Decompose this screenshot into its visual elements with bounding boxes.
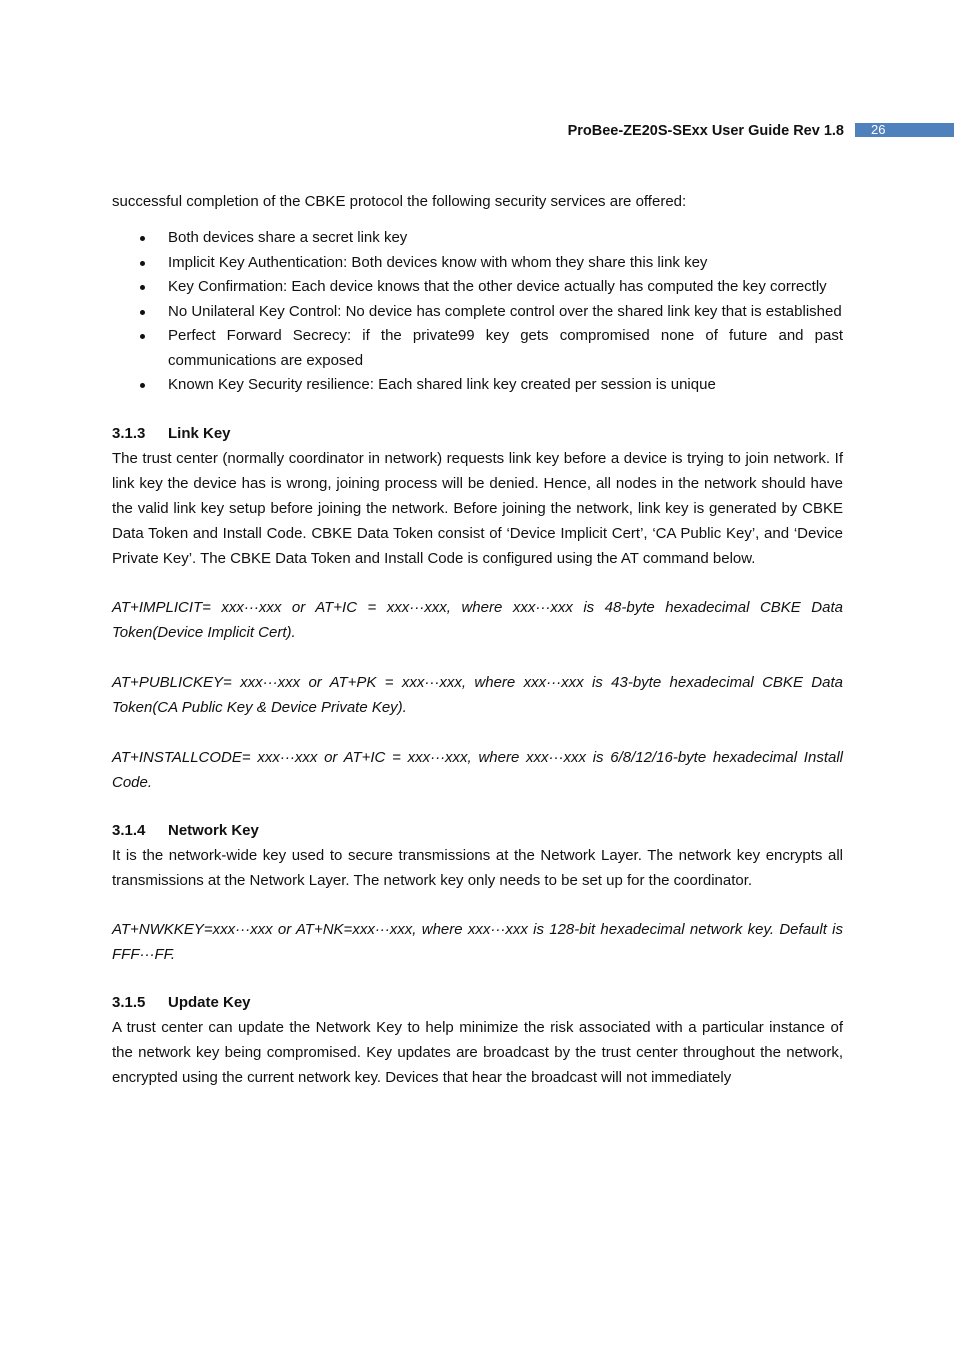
list-item: Both devices share a secret link key: [112, 226, 843, 251]
section-heading: [112, 421, 843, 446]
section-number: 3.1.5: [112, 993, 146, 1011]
page-header: [0, 121, 954, 141]
at-command: AT+INSTALLCODE= xxx···xxx or AT+IC = xxx···xxx, where xxx···xxx is 6/8/12/16-byte hexadecimal Install Code.: [112, 748, 843, 791]
section-number: 3.1.3: [112, 424, 146, 442]
section-title: Network Key: [168, 821, 259, 839]
section-link-key: [112, 421, 843, 795]
list-item: No Unilateral Key Control: No device has complete control over the shared link key that is established: [112, 300, 843, 325]
section-heading: [112, 818, 843, 843]
section-title: Link Key: [168, 424, 231, 442]
bullet-icon: [140, 236, 145, 241]
at-command: AT+PUBLICKEY= xxx···xxx or AT+PK = xxx···xxx, where xxx···xxx is 43-byte hexadecimal CBKE Data Token(CA Public Key & Device Private Key).: [112, 673, 843, 716]
bullet-icon: [140, 383, 145, 388]
at-command: AT+NWKKEY=xxx···xxx or AT+NK=xxx···xxx, where xxx···xxx is 128-bit hexadecimal network key. Default is FFF···FF.: [112, 920, 843, 963]
section-number: 3.1.4: [112, 821, 146, 839]
bullet-icon: [140, 310, 145, 315]
section-heading: [112, 990, 843, 1015]
page-number: 26: [871, 122, 886, 137]
section-body: A trust center can update the Network Key to help minimize the risk associated with a particular instance of the network key being compromised. Key updates are broadcast by the trust center throughout the network, encrypted using the current network key. Devices that hear the broadcast will not immediately: [112, 1018, 843, 1086]
bullet-icon: [140, 334, 145, 339]
at-command: AT+IMPLICIT= xxx···xxx or AT+IC = xxx···xxx, where xxx···xxx is 48-byte hexadecimal CBKE Data Token(Device Implicit Cert).: [112, 598, 843, 641]
list-item: Implicit Key Authentication: Both devices know with whom they share this link key: [112, 251, 843, 276]
list-item: Known Key Security resilience: Each shared link key created per session is unique: [112, 373, 843, 398]
bullet-icon: [140, 261, 145, 266]
section-update-key: [112, 990, 843, 1090]
intro-paragraph: successful completion of the CBKE protocol the following security services are offered:: [112, 193, 687, 210]
section-title: Update Key: [168, 993, 251, 1011]
document-title: ProBee-ZE20S-SExx User Guide Rev 1.8: [567, 123, 844, 139]
security-services-list: [112, 226, 843, 398]
list-item: Key Confirmation: Each device knows that the other device actually has computed the key correctly: [112, 275, 843, 300]
page-number-badge: [855, 123, 954, 137]
section-network-key: [112, 818, 843, 967]
section-body: It is the network-wide key used to secure transmissions at the Network Layer. The network key encrypts all transmissions at the Network Layer. The network key only needs to be set up for the coordinator.: [112, 846, 843, 889]
list-item: Perfect Forward Secrecy: if the private99 key gets compromised none of future and past communications are exposed: [112, 324, 843, 373]
bullet-icon: [140, 285, 145, 290]
section-body: The trust center (normally coordinator in network) requests link key before a device is trying to join network. If link key the device has is wrong, joining process will be denied. Hence, all nodes in the network should have the valid link key setup before joining the network. Before joining the network, link key is generated by CBKE Data Token and Install Code. CBKE Data Token consist of ‘Device Implicit Cert’, ‘CA Public Key’, and ‘Device Private Key’. The CBKE Data Token and Install Code is configured using the AT command below.: [112, 449, 843, 567]
page-body: [112, 189, 843, 1090]
